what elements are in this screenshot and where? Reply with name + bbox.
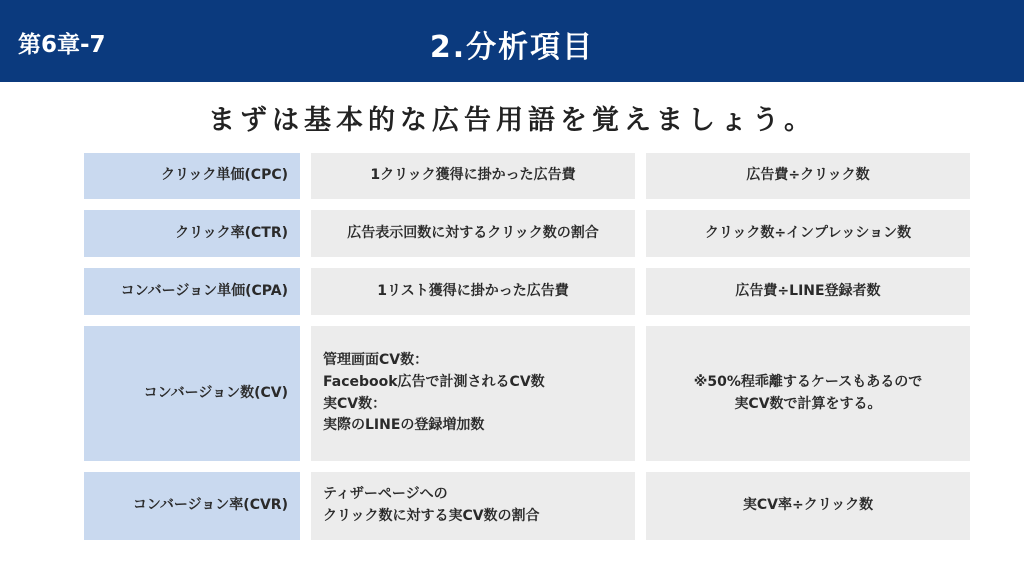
formula-line: 実CV率÷クリック数 (742, 497, 874, 514)
subtitle: まずは基本的な広告用語を覚えましょう。 (208, 105, 816, 136)
chapter-label: 第6章-7 (18, 32, 106, 58)
term-formula (646, 472, 970, 540)
term-description (311, 268, 635, 315)
term-description (311, 210, 635, 257)
header-bar (0, 0, 1024, 82)
formula-line: 実CV数で計算をする。 (734, 395, 882, 412)
description-line: 1リスト獲得に掛かった広告費 (377, 282, 569, 299)
description-line: ティザーページへの (323, 486, 448, 503)
term-formula (646, 210, 970, 257)
term-description (311, 326, 635, 461)
description-line: クリック数に対する実CV数の割合 (323, 508, 540, 524)
formula-line: ※50%程乖離するケースもあるので (693, 373, 923, 390)
description-line: 実際のLINEの登録増加数 (323, 417, 485, 434)
description-line: Facebook広告で計測されるCV数 (323, 373, 545, 390)
term-formula (646, 268, 970, 315)
term-label: コンバージョン率(CVR) (84, 472, 300, 540)
term-formula (646, 153, 970, 199)
term-label: クリック率(CTR) (84, 210, 300, 257)
description-line: 広告表示回数に対するクリック数の割合 (347, 224, 599, 241)
formula-line: 広告費÷LINE登録者数 (735, 282, 881, 299)
term-description (311, 472, 635, 540)
term-label: コンバージョン単価(CPA) (84, 268, 300, 315)
term-label: クリック単価(CPC) (84, 153, 300, 199)
formula-line: 広告費÷クリック数 (746, 167, 870, 184)
description-line: 1クリック獲得に掛かった広告費 (370, 167, 576, 184)
term-label: コンバージョン数(CV) (84, 326, 300, 461)
description-line: 実CV数： (323, 395, 387, 412)
term-description (311, 153, 635, 199)
formula-line: クリック数÷インプレッション数 (704, 224, 912, 241)
term-formula (646, 326, 970, 461)
page-title: 2.分析項目 (429, 30, 595, 65)
description-line: 管理画面CV数： (323, 352, 429, 369)
